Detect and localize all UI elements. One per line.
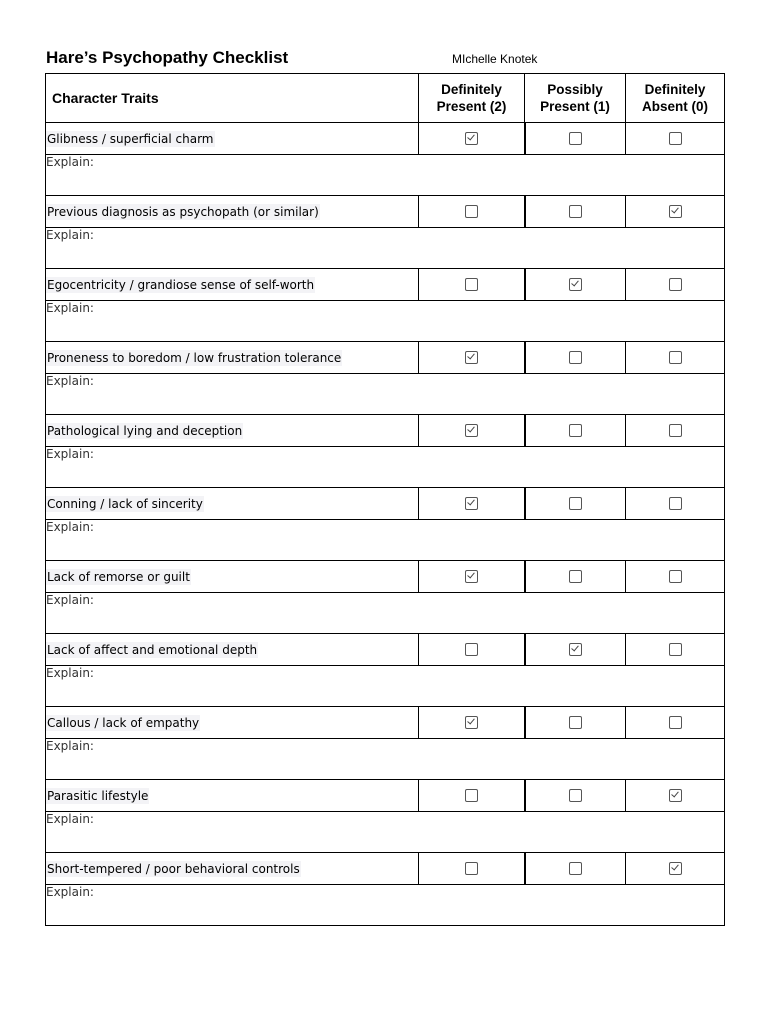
trait-row [46, 488, 725, 520]
trait-row [46, 853, 725, 885]
trait-cell [46, 780, 419, 812]
trait-cell [46, 342, 419, 374]
explain-row [46, 520, 725, 561]
trait-cell [46, 123, 419, 155]
trait-label: Conning / lack of sincerity [47, 496, 203, 511]
checkbox-definitely-absent[interactable] [669, 570, 682, 583]
trait-label: Previous diagnosis as psychopath (or similar) [47, 204, 319, 219]
option-cell-definitely-absent [626, 269, 725, 301]
explain-field[interactable] [46, 301, 725, 342]
explain-label: Explain: [46, 447, 94, 461]
option-cell-definitely-absent [626, 561, 725, 593]
explain-label: Explain: [46, 666, 94, 680]
trait-row [46, 123, 725, 155]
explain-label: Explain: [46, 155, 94, 169]
author-name: MIchelle Knotek [452, 52, 538, 66]
checkbox-possibly-present[interactable] [569, 716, 582, 729]
explain-label: Explain: [46, 374, 94, 388]
trait-cell [46, 269, 419, 301]
header-possibly-present: Possibly Present (1) [525, 74, 626, 123]
checkbox-definitely-present[interactable] [465, 205, 478, 218]
checkbox-possibly-present[interactable] [569, 424, 582, 437]
explain-row [46, 593, 725, 634]
document-header [46, 46, 726, 72]
explain-label: Explain: [46, 812, 94, 826]
explain-row [46, 228, 725, 269]
explain-field[interactable] [46, 739, 725, 780]
option-cell-possibly-present [525, 123, 626, 155]
trait-label: Lack of affect and emotional depth [47, 642, 258, 657]
checkbox-possibly-present[interactable] [569, 497, 582, 510]
explain-row [46, 812, 725, 853]
trait-cell [46, 561, 419, 593]
option-cell-definitely-absent [626, 342, 725, 374]
option-cell-definitely-present [419, 342, 525, 374]
checkbox-definitely-present[interactable] [465, 497, 478, 510]
trait-cell [46, 707, 419, 739]
checkbox-definitely-absent[interactable] [669, 716, 682, 729]
trait-row [46, 780, 725, 812]
option-cell-possibly-present [525, 342, 626, 374]
header-definitely-absent: Definitely Absent (0) [626, 74, 725, 123]
trait-label: Proneness to boredom / low frustration tolerance [47, 350, 342, 365]
explain-row [46, 301, 725, 342]
option-cell-definitely-present [419, 853, 525, 885]
explain-field[interactable] [46, 447, 725, 488]
trait-row [46, 634, 725, 666]
option-cell-possibly-present [525, 707, 626, 739]
trait-row [46, 269, 725, 301]
checkbox-definitely-absent[interactable] [669, 789, 682, 802]
option-cell-possibly-present [525, 488, 626, 520]
explain-label: Explain: [46, 301, 94, 315]
explain-field[interactable] [46, 520, 725, 561]
explain-row [46, 155, 725, 196]
option-cell-possibly-present [525, 780, 626, 812]
checkbox-definitely-present[interactable] [465, 351, 478, 364]
explain-field[interactable] [46, 155, 725, 196]
header-character-traits: Character Traits [46, 74, 419, 123]
explain-label: Explain: [46, 520, 94, 534]
option-cell-definitely-absent [626, 415, 725, 447]
checklist-table [45, 73, 725, 926]
option-cell-definitely-present [419, 488, 525, 520]
checkbox-definitely-present[interactable] [465, 789, 478, 802]
option-cell-possibly-present [525, 415, 626, 447]
checkbox-definitely-present[interactable] [465, 570, 478, 583]
trait-label: Short-tempered / poor behavioral controls [47, 861, 300, 876]
checkbox-definitely-present[interactable] [465, 643, 478, 656]
checkbox-definitely-absent[interactable] [669, 205, 682, 218]
trait-cell [46, 196, 419, 228]
option-cell-definitely-present [419, 780, 525, 812]
checkbox-definitely-absent[interactable] [669, 643, 682, 656]
document-title: Hare’s Psychopathy Checklist [46, 48, 289, 67]
header-row [46, 74, 725, 123]
checkbox-definitely-present[interactable] [465, 132, 478, 145]
explain-row [46, 739, 725, 780]
explain-field[interactable] [46, 593, 725, 634]
checkbox-definitely-absent[interactable] [669, 424, 682, 437]
trait-row [46, 196, 725, 228]
option-cell-definitely-absent [626, 707, 725, 739]
trait-label: Glibness / superficial charm [47, 131, 214, 146]
option-cell-definitely-absent [626, 196, 725, 228]
explain-field[interactable] [46, 228, 725, 269]
checkbox-possibly-present[interactable] [569, 278, 582, 291]
checkbox-definitely-absent[interactable] [669, 497, 682, 510]
trait-row [46, 415, 725, 447]
option-cell-definitely-present [419, 196, 525, 228]
explain-label: Explain: [46, 593, 94, 607]
explain-label: Explain: [46, 885, 94, 899]
option-cell-definitely-absent [626, 780, 725, 812]
checkbox-possibly-present[interactable] [569, 132, 582, 145]
trait-label: Parasitic lifestyle [47, 788, 149, 803]
explain-label: Explain: [46, 739, 94, 753]
explain-field[interactable] [46, 885, 725, 926]
option-cell-definitely-present [419, 123, 525, 155]
option-cell-definitely-present [419, 415, 525, 447]
explain-row [46, 666, 725, 707]
trait-row [46, 707, 725, 739]
option-cell-definitely-absent [626, 488, 725, 520]
option-cell-possibly-present [525, 561, 626, 593]
option-cell-definitely-absent [626, 853, 725, 885]
explain-field[interactable] [46, 666, 725, 707]
option-cell-possibly-present [525, 269, 626, 301]
checkbox-possibly-present[interactable] [569, 570, 582, 583]
trait-label: Egocentricity / grandiose sense of self-worth [47, 277, 315, 292]
explain-row [46, 374, 725, 415]
trait-cell [46, 488, 419, 520]
explain-field[interactable] [46, 374, 725, 415]
trait-label: Callous / lack of empathy [47, 715, 200, 730]
explain-row [46, 447, 725, 488]
option-cell-possibly-present [525, 634, 626, 666]
checkbox-possibly-present[interactable] [569, 789, 582, 802]
option-cell-definitely-present [419, 561, 525, 593]
option-cell-definitely-present [419, 269, 525, 301]
option-cell-definitely-absent [626, 634, 725, 666]
explain-row [46, 885, 725, 926]
option-cell-definitely-present [419, 707, 525, 739]
trait-cell [46, 634, 419, 666]
option-cell-possibly-present [525, 853, 626, 885]
checkbox-possibly-present[interactable] [569, 205, 582, 218]
checkbox-possibly-present[interactable] [569, 351, 582, 364]
trait-cell [46, 853, 419, 885]
trait-cell [46, 415, 419, 447]
trait-label: Lack of remorse or guilt [47, 569, 190, 584]
header-definitely-present: Definitely Present (2) [419, 74, 525, 123]
checkbox-definitely-present[interactable] [465, 862, 478, 875]
checkbox-definitely-absent[interactable] [669, 351, 682, 364]
explain-field[interactable] [46, 812, 725, 853]
checkbox-definitely-present[interactable] [465, 424, 478, 437]
checkbox-possibly-present[interactable] [569, 643, 582, 656]
trait-row [46, 342, 725, 374]
option-cell-definitely-absent [626, 123, 725, 155]
checkbox-definitely-present[interactable] [465, 716, 478, 729]
trait-label: Pathological lying and deception [47, 423, 243, 438]
checkbox-definitely-present[interactable] [465, 278, 478, 291]
checkbox-definitely-absent[interactable] [669, 132, 682, 145]
checkbox-possibly-present[interactable] [569, 862, 582, 875]
checkbox-definitely-absent[interactable] [669, 278, 682, 291]
explain-label: Explain: [46, 228, 94, 242]
option-cell-possibly-present [525, 196, 626, 228]
trait-row [46, 561, 725, 593]
option-cell-definitely-present [419, 634, 525, 666]
checkbox-definitely-absent[interactable] [669, 862, 682, 875]
